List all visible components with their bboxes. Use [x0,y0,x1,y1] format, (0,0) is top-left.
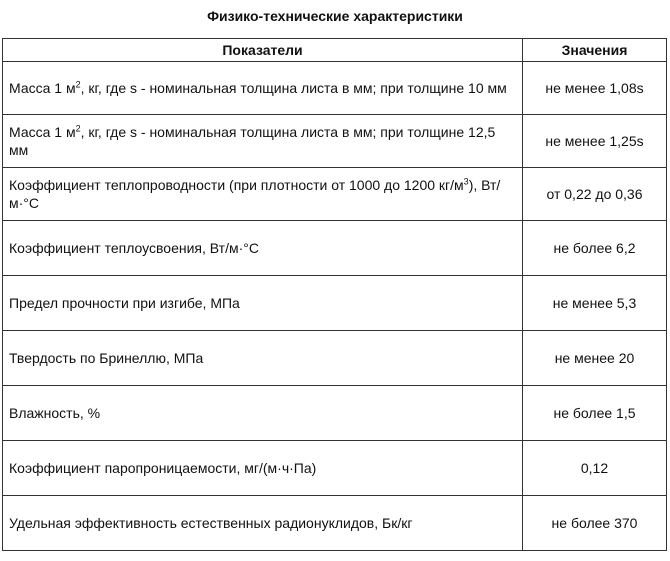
table-row [3,168,667,221]
table-row [3,441,667,496]
row-name: Удельная эффективность естественных радионуклидов, Бк/кг [3,496,523,551]
table-row [3,276,667,331]
row-value: не более 370 [523,496,667,551]
table-row [3,386,667,441]
properties-table [2,38,667,551]
row-name: Масса 1 $м^2$, кг, где s - номинальная толщина листа в мм; при толщине 12,5 мм [3,115,523,168]
row-value: 0,12 [523,441,667,496]
row-value: не менее 20 [523,331,667,386]
column-header-value: Значения [523,39,667,62]
row-value: не менее 5,3 [523,276,667,331]
row-name: Влажность, % [3,386,523,441]
row-value: не менее 1,08s [523,62,667,115]
table-row [3,221,667,276]
row-value: не менее 1,25s [523,115,667,168]
row-name: Коэффициент теплопроводности (при плотности от 1000 до 1200 $кг/м^3$), Вт/м·°С [3,168,523,221]
table-row [3,331,667,386]
table-header-row [3,39,667,62]
row-value: не более 1,5 [523,386,667,441]
table-title: Физико-технические характеристики [207,8,463,24]
table-row [3,115,667,168]
table-row [3,496,667,551]
row-name: Коэффициент паропроницаемости, мг/(м·ч·Па) [3,441,523,496]
row-name: Предел прочности при изгибе, МПа [3,276,523,331]
row-value: не более 6,2 [523,221,667,276]
table-row [3,62,667,115]
row-name: Коэффициент теплоусвоения, Вт/м·°С [3,221,523,276]
row-value: от 0,22 до 0,36 [523,168,667,221]
row-name: Масса 1 $м^2$, кг, где s - номинальная толщина листа в мм; при толщине 10 мм [3,62,523,115]
column-header-name: Показатели [3,39,523,62]
row-name: Твердость по Бринеллю, МПа [3,331,523,386]
